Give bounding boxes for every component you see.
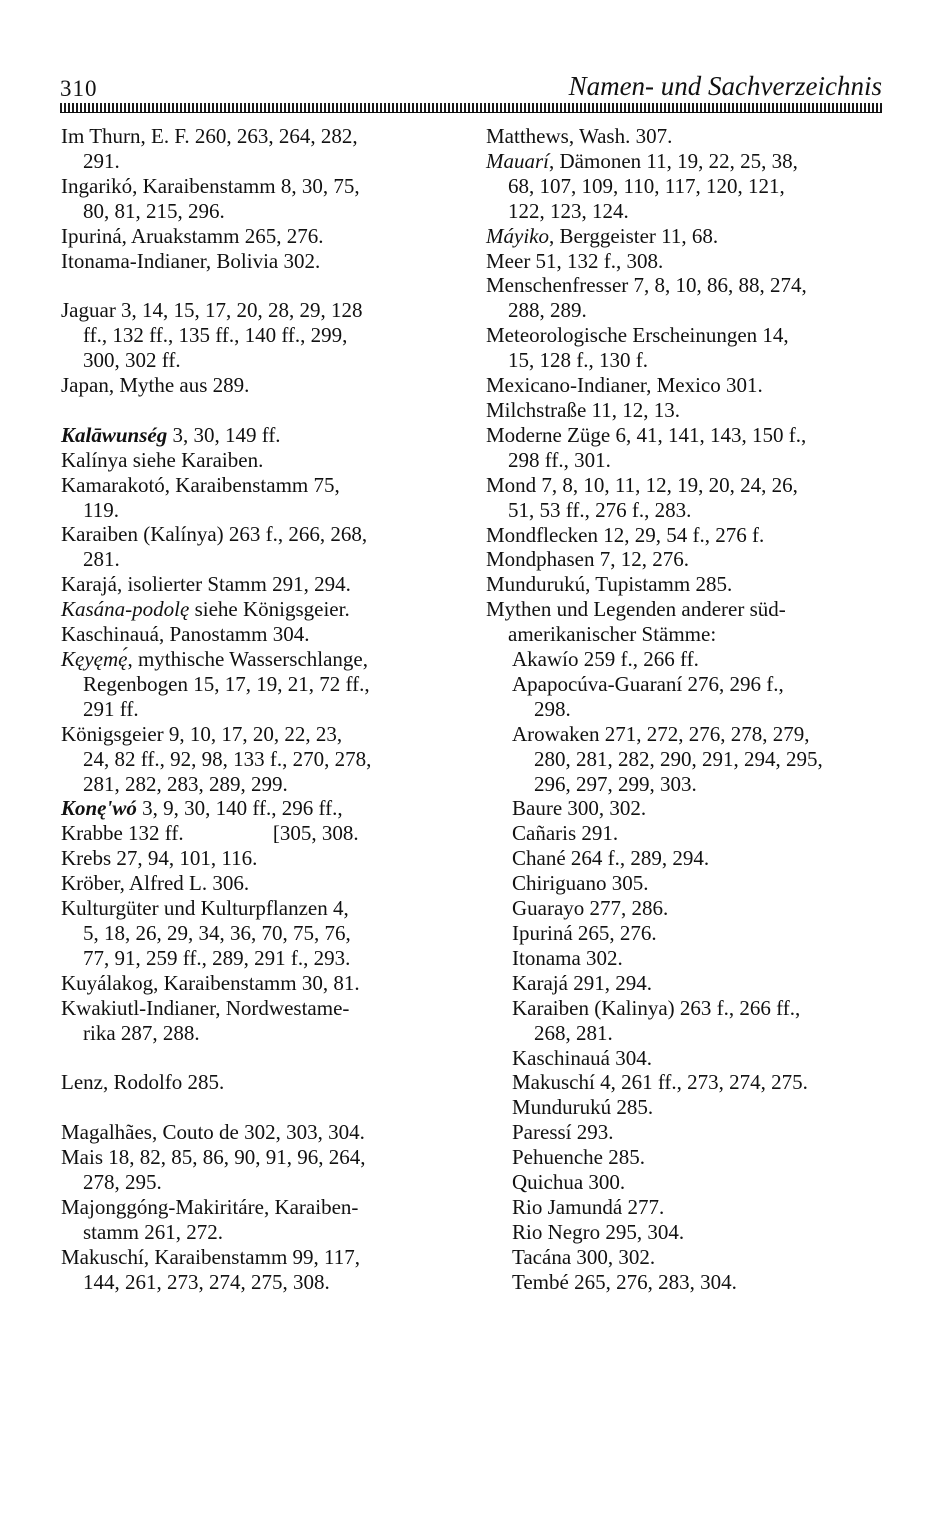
header-rule	[60, 103, 882, 113]
index-entry: Matthews, Wash. 307.	[486, 124, 673, 148]
index-entry: Itonama-Indianer, Bolivia 302.	[61, 248, 321, 273]
entry-headword: Mauarí	[486, 148, 549, 173]
index-entry: Mauarí, Dämonen 11, 19, 22, 25, 38, 68, 107, 109, 110, 117, 120, 121, 122, 123, 124.	[486, 148, 798, 223]
index-entry: Kröber, Alfred L. 306.	[61, 871, 250, 896]
index-entry: Karajá, isolierter Stamm 291, 294.	[61, 572, 351, 597]
running-title: Namen- und Sachverzeichnis	[568, 71, 882, 101]
index-subentry: Tacána 300, 302.	[512, 1244, 656, 1269]
index-entry: Meer 51, 132 f., 308.	[486, 248, 664, 273]
letter-gap	[61, 1046, 461, 1071]
index-entry: Majonggóng-Makiritáre, Karaiben- stamm 261, 272.	[61, 1194, 359, 1244]
index-subentry: Baure 300, 302.	[512, 796, 647, 821]
right-index-column	[486, 124, 886, 1295]
index-subentry: Cañaris 291.	[512, 821, 619, 846]
index-entry: Kęyęmę́, mythische Wasserschlange, Regenbogen 15, 17, 19, 21, 72 ff., 291 ff.	[61, 647, 370, 721]
index-subentry: Tembé 265, 276, 283, 304.	[512, 1269, 737, 1294]
index-entry: Kasána-podolę siehe Königsgeier.	[61, 597, 350, 622]
index-entry: Mexicano-Indianer, Mexico 301.	[486, 373, 763, 398]
index-entry: Mond 7, 8, 10, 11, 12, 19, 20, 24, 26, 51, 53 ff., 276 f., 283.	[486, 472, 798, 522]
page-number: 310	[60, 76, 98, 101]
index-entry: Moderne Züge 6, 41, 141, 143, 150 f., 298 ff., 301.	[486, 422, 807, 472]
index-subentry: Mundurukú 285.	[512, 1095, 654, 1120]
index-entry: Kamarakotó, Karaibenstamm 75, 119.	[61, 472, 340, 522]
index-entry: Ingarikó, Karaibenstamm 8, 30, 75, 80, 81, 215, 296.	[61, 173, 360, 223]
index-subentry: Rio Negro 295, 304.	[512, 1219, 685, 1244]
index-subentry: Guarayo 277, 286.	[512, 896, 669, 921]
index-entry: Kaschinauá, Panostamm 304.	[61, 622, 310, 647]
index-entry: Máyiko, Berggeister 11, 68.	[486, 223, 719, 248]
index-entry: Mais 18, 82, 85, 86, 90, 91, 96, 264, 278, 295.	[61, 1145, 366, 1194]
index-subentry: Makuschí 4, 261 ff., 273, 274, 275.	[512, 1070, 808, 1095]
index-entry: Im Thurn, E. F. 260, 263, 264, 282, 291.	[61, 124, 358, 173]
index-subentry: Karaiben (Kalinya) 263 f., 266 ff., 268, 281.	[512, 995, 801, 1045]
index-subentry: Pehuenche 285.	[512, 1145, 645, 1170]
letter-gap	[61, 398, 461, 423]
index-entry: Japan, Mythe aus 289.	[61, 373, 250, 398]
index-entry: Krabbe 132 ff. [305, 308.	[61, 821, 359, 846]
index-entry: Lenz, Rodolfo 285.	[61, 1070, 225, 1095]
index-subentry: Chiriguano 305.	[512, 871, 649, 896]
letter-gap	[61, 1095, 461, 1120]
index-entry: Kulturgüter und Kulturpflanzen 4, 5, 18, 26, 29, 34, 36, 70, 75, 76, 77, 91, 259 ff., 289, 291 f., 293.	[61, 896, 351, 970]
index-entry: Kalínya siehe Karaiben.	[61, 447, 264, 472]
index-subentry: Apapocúva-Guaraní 276, 296 f., 298.	[512, 671, 784, 721]
index-subentry: Paressí 293.	[512, 1120, 614, 1145]
index-subentry: Quichua 300.	[512, 1170, 626, 1195]
index-entry: Kuyálakog, Karaibenstamm 30, 81.	[61, 970, 360, 995]
page-header	[60, 72, 882, 104]
index-entry: Makuschí, Karaibenstamm 99, 117, 144, 261, 273, 274, 275, 308.	[61, 1244, 360, 1294]
entry-headword: Máyiko	[486, 223, 549, 248]
index-subentry: Chané 264 f., 289, 294.	[512, 846, 710, 871]
index-entry: Meteorologische Erscheinungen 14, 15, 128 f., 130 f.	[486, 323, 789, 373]
left-index-column	[61, 124, 461, 1295]
letter-gap	[61, 273, 461, 298]
index-subentry: Kaschinauá 304.	[512, 1045, 652, 1070]
index-subentry: Akawío 259 f., 266 ff.	[512, 647, 699, 672]
index-subentry: Rio Jamundá 277.	[512, 1194, 665, 1219]
index-entry: Mondflecken 12, 29, 54 f., 276 f.	[486, 522, 765, 547]
index-entry: Magalhães, Couto de 302, 303, 304.	[61, 1120, 365, 1145]
index-entry: Mythen und Legenden anderer süd- amerikanischer Stämme:	[486, 597, 786, 647]
index-entry: Konę'wó 3, 9, 30, 140 ff., 296 ff.,	[61, 796, 343, 821]
index-subentry: Karajá 291, 294.	[512, 970, 652, 995]
index-entry: Krebs 27, 94, 101, 116.	[61, 846, 258, 871]
index-entry: Mundurukú, Tupistamm 285.	[486, 572, 733, 597]
index-entry: Jaguar 3, 14, 15, 17, 20, 28, 29, 128 ff., 132 ff., 135 ff., 140 ff., 299, 300, 302 ff.	[61, 298, 363, 373]
entry-headword: Kęyęmę́	[61, 647, 128, 671]
index-subentry: Ipuriná 265, 276.	[512, 921, 657, 945]
index-subentry: Itonama 302.	[512, 945, 623, 970]
entry-headword: Kasána-podolę	[61, 597, 190, 622]
index-entry: Milchstraße 11, 12, 13.	[486, 397, 681, 422]
entry-headword: Kalāwunség	[61, 422, 168, 447]
index-entry: Kwakiutl-Indianer, Nordwestame- rika 287, 288.	[61, 995, 350, 1045]
index-subentry: Arowaken 271, 272, 276, 278, 279, 280, 281, 282, 290, 291, 294, 295, 296, 297, 299, 303.	[512, 721, 823, 796]
index-entry: Karaiben (Kalínya) 263 f., 266, 268, 281.	[61, 522, 368, 572]
index-entry: Menschenfresser 7, 8, 10, 86, 88, 274, 288, 289.	[486, 273, 807, 323]
index-entry: Königsgeier 9, 10, 17, 20, 22, 23, 24, 82 ff., 92, 98, 133 f., 270, 278, 281, 282, 283, 289, 299.	[61, 721, 372, 796]
index-entry: Kalāwunség 3, 30, 149 ff.	[61, 422, 281, 447]
entry-headword: Konę'wó	[61, 796, 137, 821]
index-entry: Ipuriná, Aruakstamm 265, 276.	[61, 223, 324, 248]
index-entry: Mondphasen 7, 12, 276.	[486, 547, 689, 572]
